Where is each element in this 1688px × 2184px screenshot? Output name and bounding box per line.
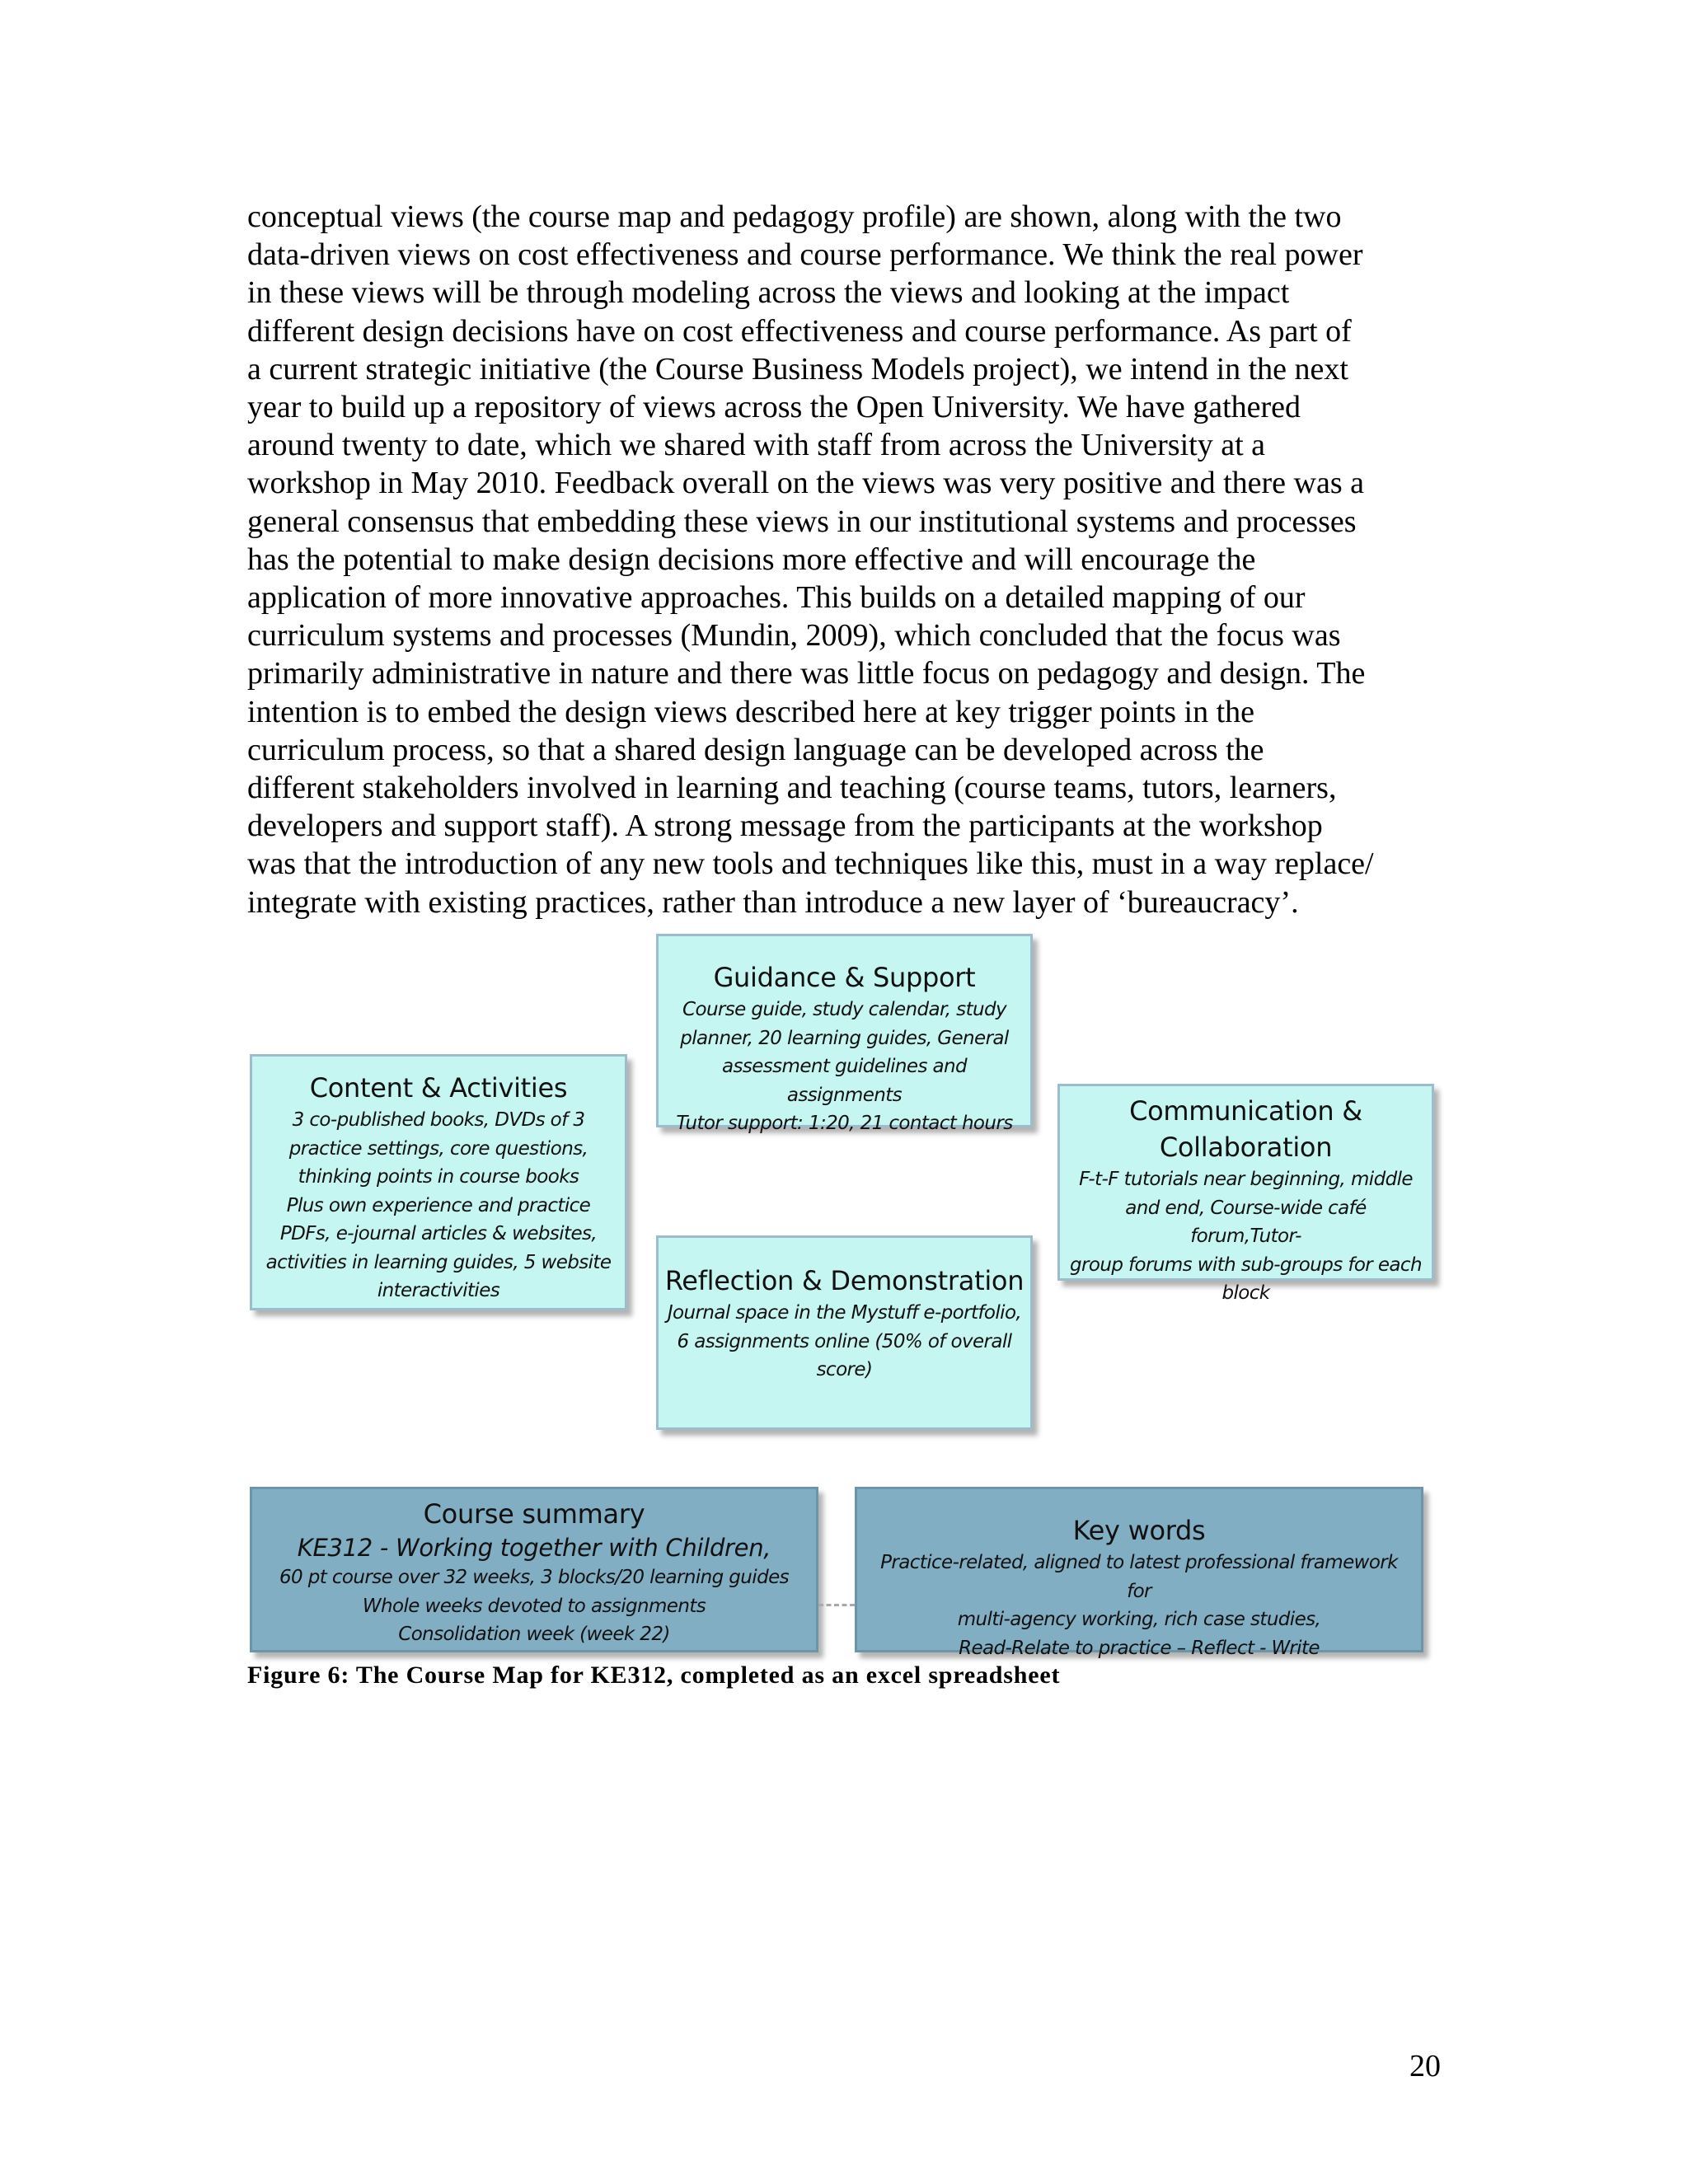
body-line: intention is to embed the design views described here at key trigger points in the xyxy=(247,694,1255,729)
content-activities-description: 3 co-published books, DVDs of 3 practice settings, core questions, thinking points in course books Plus own experience and practice PDFs, e-journal articles & websites, activities in learning guides, 5 website interactivities xyxy=(265,1109,612,1301)
guidance-support-description: Course guide, study calendar, study planner, 20 learning guides, General assessment guidelines and assignments Tutor support: 1:20, 21 contact hours xyxy=(676,999,1013,1134)
body-paragraph xyxy=(247,198,1451,921)
body-line: year to build up a repository of views across the Open University. We have gathered xyxy=(247,390,1301,425)
guidance-support-box xyxy=(656,934,1033,1134)
body-line: integrate with existing practices, rather than introduce a new layer of ‘bureaucracy’. xyxy=(247,884,1299,920)
dashed-connector xyxy=(818,1604,855,1606)
body-line: has the potential to make design decisions more effective and will encourage the xyxy=(247,541,1256,577)
key-words-description: Practice-related, aligned to latest professional framework for multi-agency working, rich case studies, Read-Relate to practice – Reflect - Write xyxy=(880,1552,1398,1659)
body-line: conceptual views (the course map and pedagogy profile) are shown, along with the two xyxy=(247,199,1342,234)
page-number: 20 xyxy=(1409,2049,1441,2083)
body-line: general consensus that embedding these views in our institutional systems and processes xyxy=(247,504,1357,539)
body-line: workshop in May 2010. Feedback overall on the views was very positive and there was a xyxy=(247,466,1364,501)
body-line: curriculum process, so that a shared design language can be developed across the xyxy=(247,732,1264,767)
body-line: curriculum systems and processes (Mundin, 2009), which concluded that the focus was xyxy=(247,618,1341,654)
key-words-box xyxy=(855,1487,1423,1659)
course-summary-subtitle: KE312 - Working together with Children, xyxy=(297,1534,771,1562)
key-words-title: Key words xyxy=(1072,1515,1206,1546)
reflection-demonstration-description: Journal space in the Mystuff e-portfolio, 6 assignments online (50% of overall score) xyxy=(667,1302,1022,1380)
communication-collaboration-title: Communication & Collaboration xyxy=(1129,1095,1362,1163)
figure-caption: Figure 6: The Course Map for KE312, completed as an excel spreadsheet xyxy=(247,1661,1061,1689)
body-line: around twenty to date, which we shared with staff from across the University at a xyxy=(247,428,1265,463)
body-line: in these views will be through modeling across the views and looking at the impact xyxy=(247,275,1290,311)
body-line: data-driven views on cost effectiveness and course performance. We think the real power xyxy=(247,237,1363,273)
reflection-demonstration-box xyxy=(656,1235,1033,1430)
course-summary-title: Course summary xyxy=(423,1498,645,1530)
course-summary-description: 60 pt course over 32 weeks, 3 blocks/20 learning guides Whole weeks devoted to assignments Consolidation week (week 22) xyxy=(279,1567,790,1645)
body-line: different design decisions have on cost effectiveness and course performance. As part of xyxy=(247,313,1352,349)
body-line: developers and support staff). A strong message from the participants at the workshop xyxy=(247,808,1323,844)
body-line: application of more innovative approaches. This builds on a detailed mapping of our xyxy=(247,580,1306,616)
communication-collaboration-description: F-t-F tutorials near beginning, middle and end, Course-wide café forum,Tutor- group forums with sub-groups for each block xyxy=(1070,1169,1422,1304)
communication-collaboration-box xyxy=(1057,1084,1434,1304)
content-activities-title: Content & Activities xyxy=(309,1072,568,1104)
body-line: primarily administrative in nature and there was little focus on pedagogy and design. The xyxy=(247,656,1366,691)
course-summary-box xyxy=(250,1487,818,1652)
guidance-support-title: Guidance & Support xyxy=(713,962,976,993)
reflection-demonstration-title: Reflection & Demonstration xyxy=(664,1265,1025,1296)
body-line: was that the introduction of any new tools and techniques like this, must in a way replace/ xyxy=(247,846,1374,882)
body-line: different stakeholders involved in learning and teaching (course teams, tutors, learners, xyxy=(247,771,1337,806)
content-activities-box xyxy=(250,1054,627,1310)
body-line: a current strategic initiative (the Course Business Models project), we intend in the next xyxy=(247,351,1348,387)
